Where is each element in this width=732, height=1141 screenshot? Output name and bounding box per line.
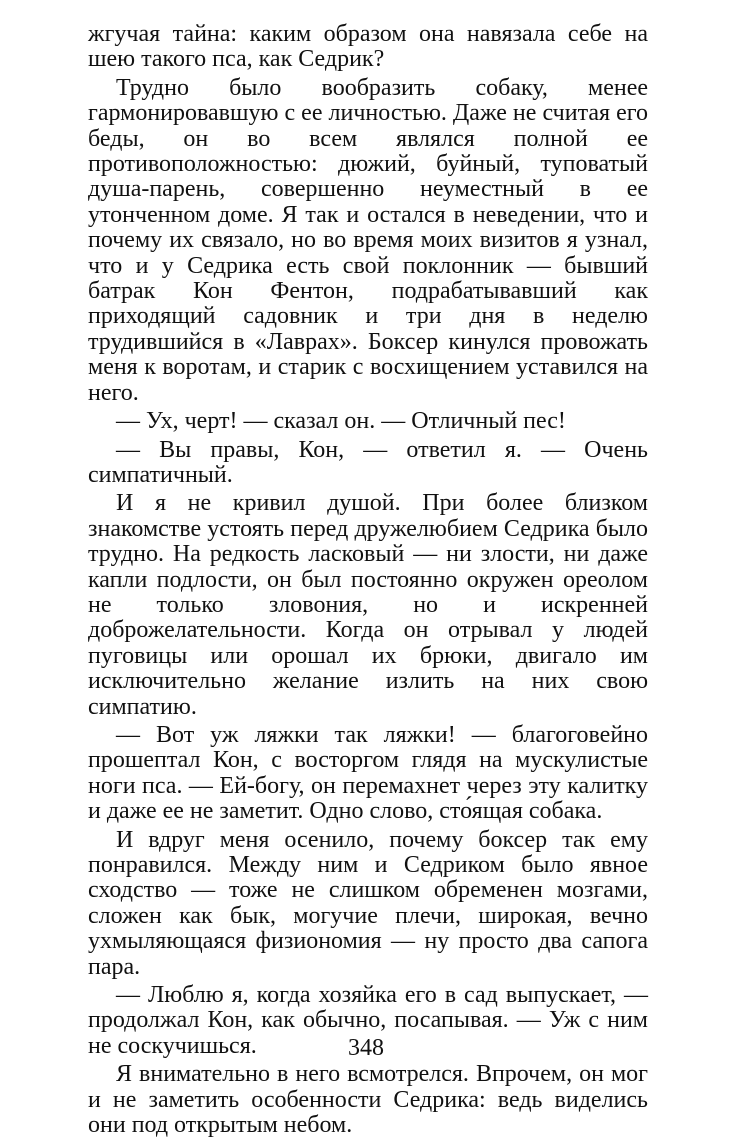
paragraph-9: Я внимательно в него всмотрелся. Впрочем, он мог и не заметить особенности Седрика: ведь виделись они под открытым небом. [88,1061,648,1139]
paragraph-2: Трудно было вообразить собаку, менее гармонировавшую с ее личностью. Даже не считая его беды, он во всем являлся полной ее противоположностью: дюжий, буйный, туповатый душа-парень, совершенно неуместный в ее утонченном доме. Я так и остался в неведении, что и почему их связало, но во время моих визитов я узнал, что и у Седрика есть свой поклонник — бывший батрак Кон Фентон, подрабатывавший как приходящий садовник и три дня в неделю трудившийся в «Лаврах». Боксер кинулся провожать меня к воротам, и старик с восхищением уставился на него. [88,74,648,406]
paragraph-5: И я не кривил душой. При более близком знакомстве устоять перед дружелюбием Седрика было трудно. На редкость ласковый — ни злости, ни даже капли подлости, он был постоянно окружен ореолом не только зловония, но и искренней доброжелательности. Когда он отрывал у людей пуговицы или орошал их брюки, двигало им исключительно желание излить на них свою симпатию. [88,490,648,720]
page-number: 348 [348,1035,384,1061]
paragraph-6: — Вот уж ляжки так ляжки! — благоговейно прошептал Кон, с восторгом глядя на мускулистые ноги пса. — Ей-богу, он перемахнет через эту калитку и даже ее не заметит. Одно слово, сто́ящая собака. [88,721,648,825]
paragraph-4: — Вы правы, Кон, — ответил я. — Очень симпатичный. [88,436,648,488]
body-text [88,22,648,1141]
paragraph-3: — Ух, черт! — сказал он. — Отличный пес! [116,408,566,435]
paragraph-8: — Люблю я, когда хозяйка его в сад выпускает, — продолжал Кон, как обычно, посапывая. — Уж с ним не соскучишься. [88,982,648,1059]
paragraph-7: И вдруг меня осенило, почему боксер так ему понравился. Между ним и Седриком было явное сходство — тоже не слишком обременен мозгами, сложен как бык, могучие плечи, широкая, вечно ухмыляющаяся физиономия — ну просто два сапога пара. [88,826,648,980]
paragraph-1: жгучая тайна: каким образом она навязала себе на шею такого пса, как Седрик? [88,21,648,73]
